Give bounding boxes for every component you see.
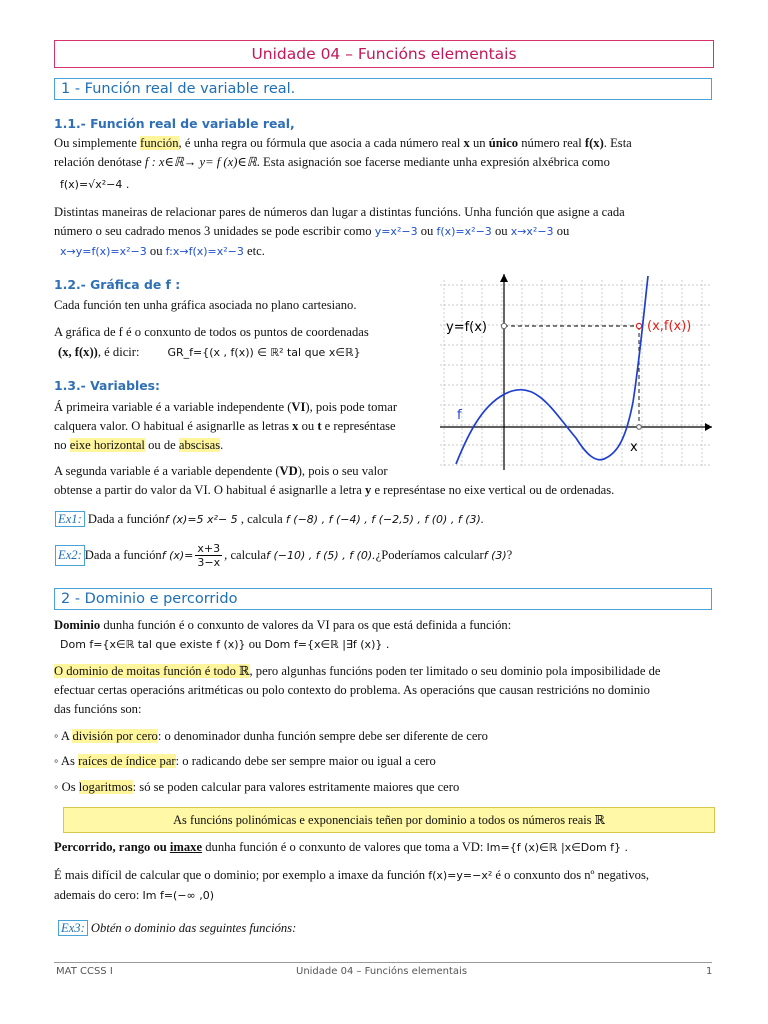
footer-center: Unidade 04 – Funcións elementais xyxy=(296,966,468,977)
para-dominio-def: Dominio dunha función é o conxunto de valores da VI para os que está definida a función: xyxy=(54,618,512,632)
subsection-1-1: 1.1.- Función real de variable real, xyxy=(54,116,295,131)
footer-rule xyxy=(54,962,712,963)
section-2-heading: 2 - Dominio e percorrido xyxy=(54,588,712,610)
para-relations-line3: x→y=f(x)=x²−3 ou f:x→f(x)=x²−3 etc. xyxy=(60,244,265,258)
footer-page-number: 1 xyxy=(706,966,713,977)
page-title: Unidade 04 – Funcións elementais xyxy=(54,40,714,68)
subsection-1-3: 1.3.- Variables: xyxy=(54,378,160,393)
para-imaxe-line2: ademais do cero: Im f=(−∞ ,0) xyxy=(54,888,214,902)
note-box: As funcións polinómicas e exponenciais teñen por dominio a todos os números reais ℝ xyxy=(63,807,715,833)
exercise-2: Ex2: Dada a función f (x)= $\frac{x+3}{3-x}$ , calcula f (−10) , f (5) , f (0). ¿Poderíamos calcular f (3) ? xyxy=(55,540,512,570)
graph-point-label: (x,f(x)) xyxy=(647,319,692,334)
graph-ylabel: y=f(x) xyxy=(446,320,487,335)
para-1-1-line1: Ou simplemente función, é unha regra ou fórmula que asocia a cada número real x un único número real f(x). Esta xyxy=(54,136,632,150)
para-1-1-line2: relación denótase f : x∈ℝ→ y= f (x)∈ℝ. Esta asignación soe facerse mediante unha expresión alxébrica como xyxy=(54,155,610,169)
subsection-1-2: 1.2.- Gráfica de f : xyxy=(54,277,181,292)
para-restrictions-line3: das funcións son: xyxy=(54,702,142,716)
function-graph xyxy=(440,272,716,470)
formula-dominio: Dom f={x∈ℝ tal que existe f (x)} ou Dom f={x∈ℝ |∃f (x)} . xyxy=(60,637,390,651)
list-item-logs: ◦ Os logaritmos: só se poden calcular para valores estritamente maiores que cero xyxy=(54,780,460,794)
exercise-3-label: Ex3: xyxy=(58,920,88,936)
para-vi-line2: calquera valor. O habitual é asignarlle as letras x ou t e represéntase xyxy=(54,419,396,433)
graph-x-label: x xyxy=(630,440,638,455)
para-imaxe-line1: É mais difícil de calcular que o dominio; por exemplo a imaxe da función f(x)=y=−x² é o conxunto dos nº negativos, xyxy=(54,868,650,882)
para-graph-def-line2: (x, f(x)), é dicir: GR_f={(x , f(x)) ∈ ℝ² tal que x∈ℝ} xyxy=(58,345,361,359)
para-vd-line2: obtense a partir do valor da VI. O habitual é asignarlle a letra y e represéntase no eixe vertical ou de ordenadas. xyxy=(54,483,615,497)
para-vd-line1: A segunda variable é a variable dependente (VD), pois o seu valor xyxy=(54,464,388,478)
graph-f-label: f xyxy=(457,408,462,423)
section-1-heading: 1 - Función real de variable real. xyxy=(54,78,712,100)
exercise-1: Ex1: Dada a funciónf (x)=5 x²− 5 , calcula f (−8) , f (−4) , f (−2,5) , f (0) , f (3). xyxy=(55,510,484,529)
list-item-roots: ◦ As raíces de índice par: o radicando debe ser sempre maior ou igual a cero xyxy=(54,754,436,768)
para-restrictions-line1: O dominio de moitas función é todo ℝ, pero algunhas funcións poden ter limitado o seu dominio pola imposibilidade de xyxy=(54,664,661,678)
para-restrictions-line2: efectuar certas operacións aritméticas ou polo contexto do problema. As operacións que causan restricións no dominio xyxy=(54,683,650,697)
footer-left: MAT CCSS I xyxy=(56,966,113,977)
exercise-3: Ex3: Obtén o dominio das seguintes funcións: xyxy=(58,919,296,938)
para-relations-line2: número o seu cadrado menos 3 unidades se pode escribir como y=x²−3 ou f(x)=x²−3 ou x→x²−3 ou xyxy=(54,224,570,238)
list-item-division: ◦ A división por cero: o denominador dunha función sempre debe ser diferente de cero xyxy=(54,729,488,743)
para-relations-line1: Distintas maneiras de relacionar pares de números dan lugar a distintas funcións. Unha función que asigne a cada xyxy=(54,205,625,219)
exercise-2-label: Ex2: xyxy=(55,545,85,566)
para-vi-line1: Á primeira variable é a variable independente (VI), pois pode tomar xyxy=(54,400,398,414)
para-percorrido: Percorrido, rango ou imaxe dunha función é o conxunto de valores que toma a VD: Im={f (x)∈ℝ |x∈Dom f} . xyxy=(54,840,629,854)
formula-sqrt-example: f(x)=√x²−4 . xyxy=(60,178,130,191)
exercise-1-label: Ex1: xyxy=(55,511,85,527)
para-vi-line3: no eixe horizontal ou de abscisas. xyxy=(54,438,224,452)
para-graph-def-line1: A gráfica de f é o conxunto de todos os puntos de coordenadas xyxy=(54,325,369,339)
para-graph-intro: Cada función ten unha gráfica asociada no plano cartesiano. xyxy=(54,298,357,312)
